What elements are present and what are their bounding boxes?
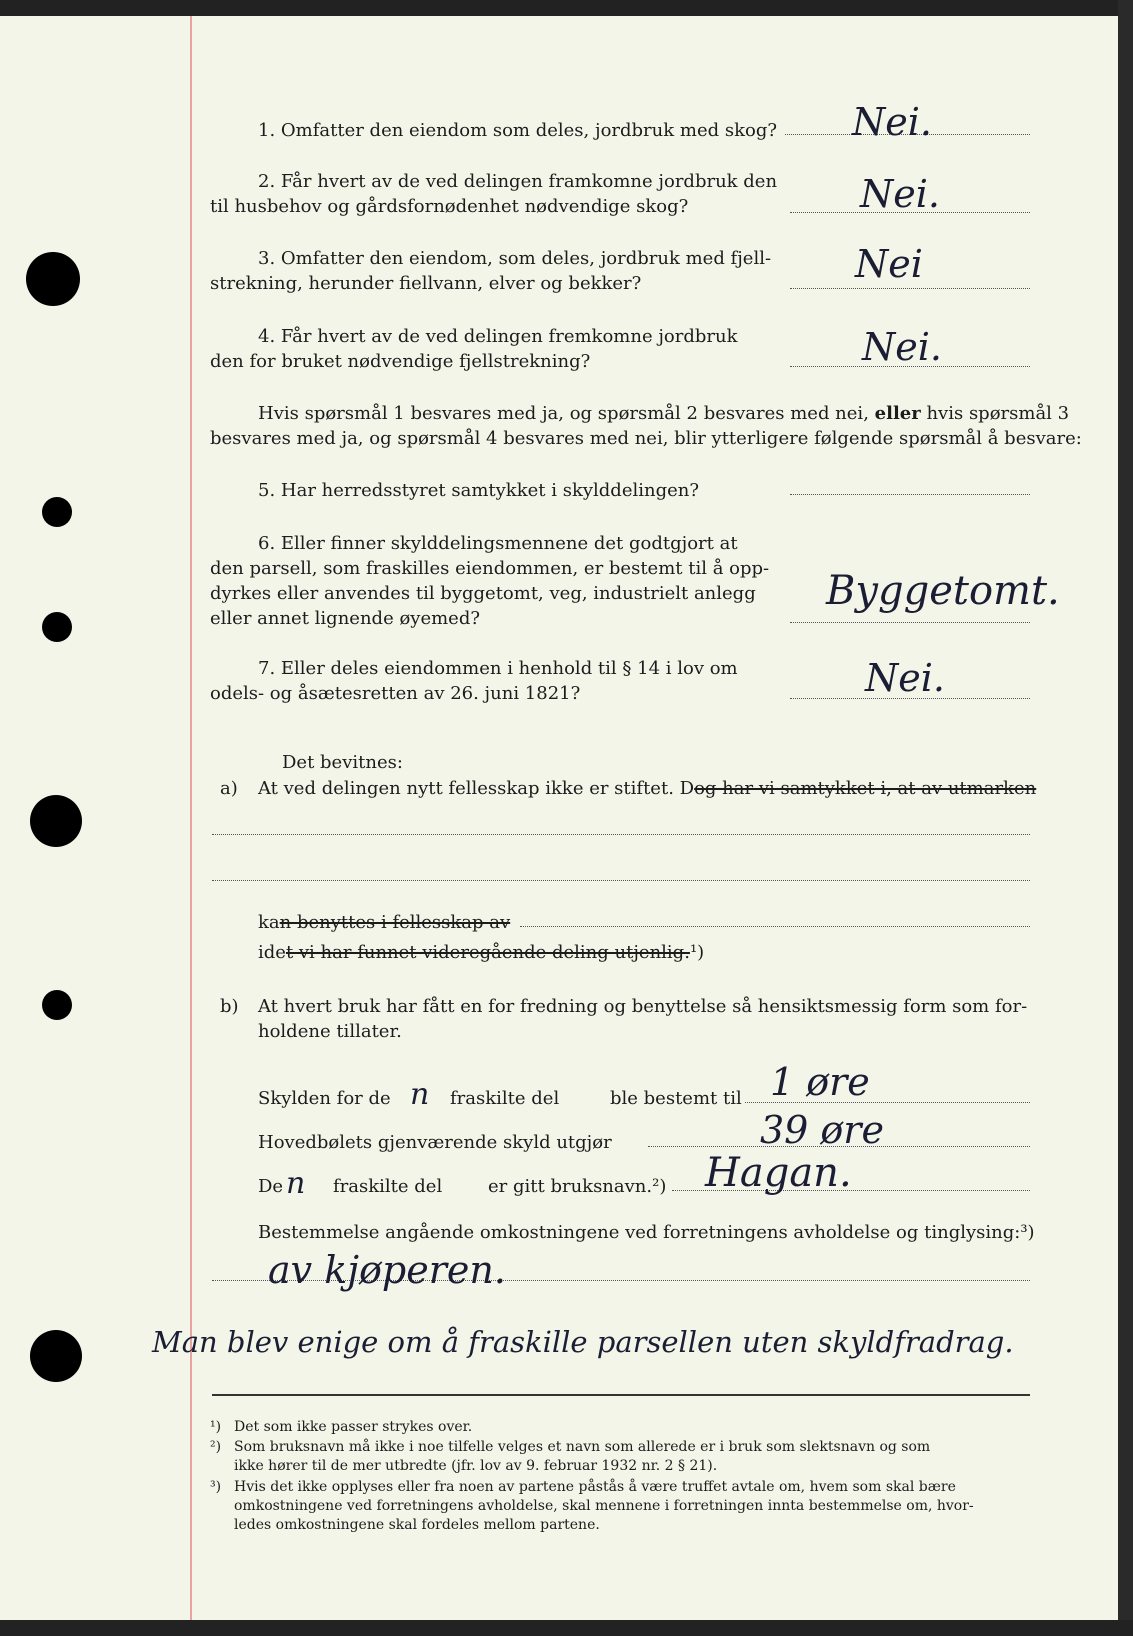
condition-line1 <box>258 402 1069 426</box>
witness-heading: Det bevitnes: <box>282 752 403 773</box>
skyld-label3a: De <box>258 1176 284 1197</box>
remark-underline <box>212 1394 1030 1396</box>
footnote-3-line3: ledes omkostningene skal fordeles mellom partene. <box>234 1517 600 1533</box>
question-6-line1: 6. Eller finner skylddelingsmennene det godtgjort at <box>258 533 738 554</box>
witness-a-text: At ved delingen nytt fellesskap ikke er stiftet. <box>258 778 674 799</box>
footnote-2 <box>210 1438 1030 1476</box>
question-4-line2: den for bruket nødvendige fjellstrekning? <box>210 351 591 372</box>
skyld-value2-handwritten: 39 øre <box>760 1108 884 1152</box>
footnote-3 <box>210 1478 1030 1535</box>
scan-border-bottom <box>0 1620 1133 1636</box>
kan-struck-text: n benyttes i fellesskap av <box>279 912 511 933</box>
scan-border-right <box>1118 0 1133 1636</box>
question-1: 1. Omfatter den eiendom som deles, jordbruk med skog? <box>258 120 777 141</box>
question-7-line1: 7. Eller deles eiendommen i henhold til § 14 i lov om <box>258 658 738 679</box>
skyld-label1c: ble bestemt til <box>610 1088 742 1109</box>
skyld-label3-handwritten: n <box>286 1166 306 1201</box>
kan-keep: ka <box>258 912 280 933</box>
punch-hole <box>42 497 72 527</box>
kan-line <box>258 911 510 935</box>
witness-b-label: b) <box>220 996 239 1017</box>
skyld-label3b: fraskilte del <box>333 1176 443 1197</box>
answer-7-handwritten: Nei. <box>865 656 945 700</box>
idet-line <box>258 941 704 965</box>
skyld-label3c: er gitt bruksnavn.²) <box>488 1176 667 1197</box>
answer-2-handwritten: Nei. <box>860 172 940 216</box>
skyld-label1-handwritten: n <box>410 1077 430 1112</box>
question-6-line2: den parsell, som fraskilles eiendommen, er bestemt til å opp- <box>210 558 770 579</box>
skyld-label1a: Skylden for de <box>258 1088 391 1109</box>
answer-4-handwritten: Nei. <box>862 325 942 369</box>
skyld-value1-handwritten: 1 øre <box>770 1060 870 1104</box>
footnote-1-text: Det som ikke passer strykes over. <box>234 1419 473 1435</box>
question-6-line4: eller annet lignende øyemed? <box>210 608 480 629</box>
answer-3-handwritten: Nei <box>855 242 923 286</box>
footnote-2-line1: Som bruksnavn må ikke i noe tilfelle velges et navn som allerede er i bruk som slektsnavn og som <box>234 1439 931 1455</box>
answer-line-6 <box>790 622 1030 623</box>
punch-hole <box>42 612 72 642</box>
witness-b-line1: At hvert bruk har fått en for fredning og benyttelse så hensiktsmessig form som for- <box>258 996 1028 1017</box>
blank-line-a2 <box>212 880 1030 881</box>
question-3-line2: strekning, herunder fiellvann, elver og bekker? <box>210 273 642 294</box>
idet-footnote-ref: ¹) <box>689 942 705 963</box>
condition-line2: besvares med ja, og spørsmål 4 besvares med nei, blir ytterligere følgende spørsmål å besvare: <box>210 428 1082 449</box>
footnote-2-num: ²) <box>210 1439 222 1455</box>
skyld-label2: Hovedbølets gjenværende skyld utgjør <box>258 1132 612 1153</box>
condition-line1-bold: eller <box>874 403 921 424</box>
question-3-line1: 3. Omfatter den eiendom, som deles, jordbruk med fjell- <box>258 248 772 269</box>
footnote-3-line2: omkostningene ved forretningens avholdelse, skal mennene i forretningen innta bestemmelse om, hvor- <box>234 1498 974 1514</box>
answer-1-handwritten: Nei. <box>852 100 932 144</box>
idet-struck-text: t vi har funnet videregående deling utjenlig. <box>285 942 690 963</box>
skyld-label1b: fraskilte del <box>450 1088 560 1109</box>
question-7-line2: odels- og åsætesretten av 26. juni 1821? <box>210 683 581 704</box>
question-2-line2: til husbehov og gårdsfornødenhet nødvendige skog? <box>210 196 689 217</box>
condition-line1-a: Hvis spørsmål 1 besvares med ja, og spørsmål 2 besvares med nei, <box>258 403 869 424</box>
footnote-1-num: ¹) <box>210 1419 222 1435</box>
answer-line-5 <box>790 494 1030 495</box>
question-5: 5. Har herredsstyret samtykket i skylddelingen? <box>258 480 699 501</box>
blank-line-a1 <box>212 834 1030 835</box>
kan-blank-line <box>520 926 1030 927</box>
question-2-line1: 2. Får hvert av de ved delingen framkomne jordbruk den <box>258 171 778 192</box>
condition-line1-b: hvis spørsmål 3 <box>926 403 1070 424</box>
question-6-line3: dyrkes eller anvendes til byggetomt, veg, industrielt anlegg <box>210 583 756 604</box>
question-4-line1: 4. Får hvert av de ved delingen fremkomne jordbruk <box>258 326 738 347</box>
footnote-3-line1: Hvis det ikke opplyses eller fra noen av partene påstås å være truffet avtale om, hvem som skal bære <box>234 1479 956 1495</box>
scan-border-top <box>0 0 1133 16</box>
witness-b-line2: holdene tillater. <box>258 1021 402 1042</box>
answer-6-handwritten: Byggetomt. <box>826 568 1060 614</box>
skyld-label4: Bestemmelse angående omkostningene ved forretningens avholdelse og tinglysing:³) <box>258 1222 1035 1243</box>
witness-a-line <box>258 777 1036 801</box>
witness-a-strike-keep: D <box>679 778 695 799</box>
idet-keep: ide <box>258 942 286 963</box>
skyld-value3-handwritten: Hagan. <box>705 1150 852 1196</box>
footnote-2-line2: ikke hører til de mer utbredte (jfr. lov av 9. februar 1932 nr. 2 § 21). <box>234 1458 718 1474</box>
punch-hole <box>42 990 72 1020</box>
margin-line <box>190 16 192 1620</box>
skyld-value4-handwritten: av kjøperen. <box>268 1248 506 1292</box>
punch-hole <box>26 252 80 306</box>
footnote-1 <box>210 1418 1030 1437</box>
answer-line-3 <box>790 288 1030 289</box>
punch-hole <box>30 795 82 847</box>
footnote-3-num: ³) <box>210 1479 222 1495</box>
witness-a-struck-text: og har vi samtykket i, at av utmarken <box>694 778 1037 799</box>
witness-a-label: a) <box>220 778 238 799</box>
punch-hole <box>30 1330 82 1382</box>
remark-handwritten: Man blev enige om å fraskille parsellen uten skyldfradrag. <box>152 1325 1014 1359</box>
